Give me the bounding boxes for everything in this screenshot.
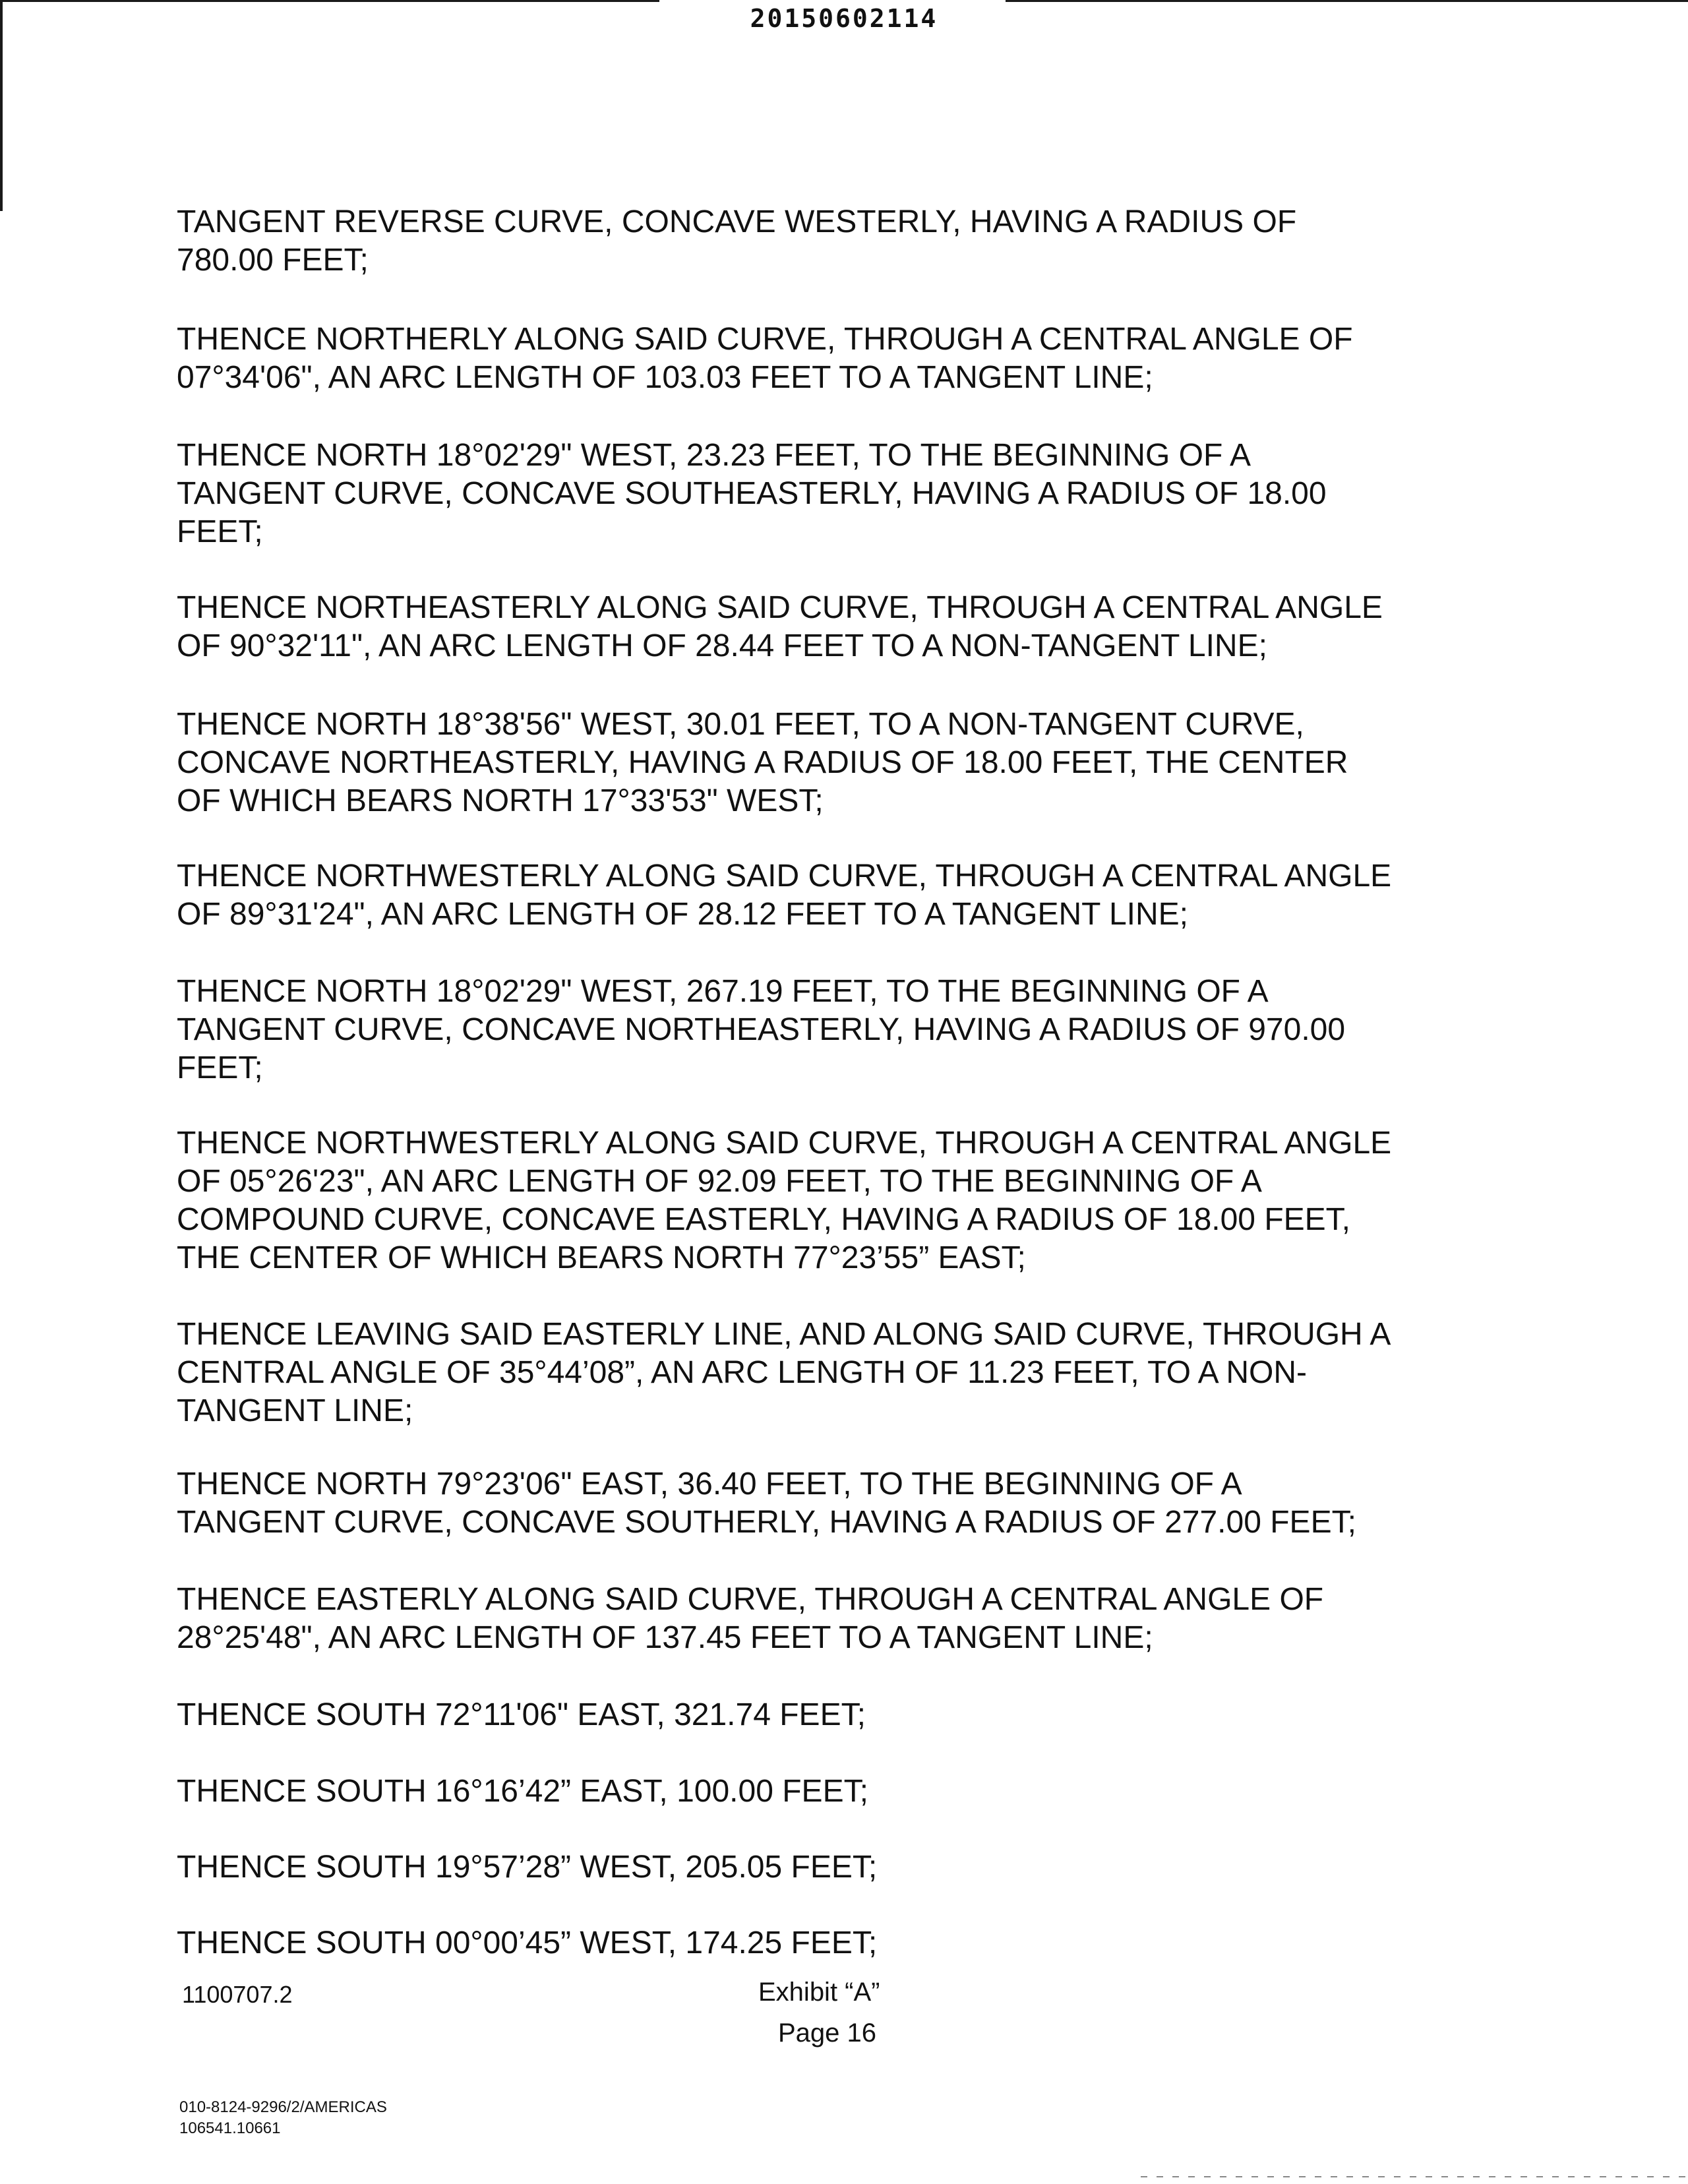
paragraph-11: THENCE EASTERLY ALONG SAID CURVE, THROUGH A CENTRAL ANGLE OF 28°25'48", AN ARC LENGTH OF 137.45 FEET TO A TANGENT LINE;: [177, 1582, 1324, 1655]
document-id: 1100707.2: [182, 1981, 293, 2008]
paragraph-15: THENCE SOUTH 00°00’45” WEST, 174.25 FEET;: [177, 1926, 878, 1960]
paragraph-1: TANGENT REVERSE CURVE, CONCAVE WESTERLY, HAVING A RADIUS OF 780.00 FEET;: [177, 204, 1297, 278]
footer-code-line-2: 106541.10661: [179, 2119, 281, 2137]
top-rule-left: [0, 0, 659, 2]
paragraph-13: THENCE SOUTH 16°16’42” EAST, 100.00 FEET;: [177, 1774, 868, 1809]
paragraph-6: THENCE NORTHWESTERLY ALONG SAID CURVE, THROUGH A CENTRAL ANGLE OF 89°31'24", AN ARC LENGTH OF 28.12 FEET TO A TANGENT LINE;: [177, 859, 1392, 932]
paragraph-9: THENCE LEAVING SAID EASTERLY LINE, AND ALONG SAID CURVE, THROUGH A CENTRAL ANGLE OF 35°44’08”, AN ARC LENGTH OF 11.23 FEET, TO A NON- TANGENT LINE;: [177, 1317, 1391, 1428]
paragraph-2: THENCE NORTHERLY ALONG SAID CURVE, THROUGH A CENTRAL ANGLE OF 07°34'06", AN ARC LENGTH OF 103.03 FEET TO A TANGENT LINE;: [177, 322, 1353, 395]
scan-bottom-noise: [1141, 2176, 1688, 2177]
page-number: Page 16: [778, 2018, 877, 2048]
paragraph-10: THENCE NORTH 79°23'06" EAST, 36.40 FEET, TO THE BEGINNING OF A TANGENT CURVE, CONCAVE SOUTHERLY, HAVING A RADIUS OF 277.00 FEET;: [177, 1467, 1356, 1540]
paragraph-3: THENCE NORTH 18°02'29" WEST, 23.23 FEET, TO THE BEGINNING OF A TANGENT CURVE, CONCAVE SOUTHEASTERLY, HAVING A RADIUS OF 18.00 FEET;: [177, 438, 1327, 549]
paragraph-4: THENCE NORTHEASTERLY ALONG SAID CURVE, THROUGH A CENTRAL ANGLE OF 90°32'11", AN ARC LENGTH OF 28.44 FEET TO A NON-TANGENT LINE;: [177, 590, 1383, 663]
paragraph-12: THENCE SOUTH 72°11'06" EAST, 321.74 FEET;: [177, 1697, 866, 1732]
paragraph-8: THENCE NORTHWESTERLY ALONG SAID CURVE, THROUGH A CENTRAL ANGLE OF 05°26'23", AN ARC LENGTH OF 92.09 FEET, TO THE BEGINNING OF A COMPOUND CURVE, CONCAVE EASTERLY, HAVING A RADIUS OF 18.00 FEET, THE CENTER OF WHICH BEARS NORTH 77°23’55” EAST;: [177, 1126, 1392, 1275]
top-rule-right: [1006, 0, 1688, 2]
paragraph-14: THENCE SOUTH 19°57’28” WEST, 205.05 FEET;: [177, 1850, 878, 1885]
paragraph-5: THENCE NORTH 18°38'56" WEST, 30.01 FEET, TO A NON-TANGENT CURVE, CONCAVE NORTHEASTERLY, HAVING A RADIUS OF 18.00 FEET, THE CENTER OF WHICH BEARS NORTH 17°33'53" WEST;: [177, 707, 1348, 818]
exhibit-label: Exhibit “A”: [758, 1978, 880, 2007]
exhibit-label-block: [758, 1972, 903, 2053]
footer-code-line-1: 010-8124-9296/2/AMERICAS: [179, 2098, 387, 2116]
paragraph-7: THENCE NORTH 18°02'29" WEST, 267.19 FEET, TO THE BEGINNING OF A TANGENT CURVE, CONCAVE NORTHEASTERLY, HAVING A RADIUS OF 970.00 FEET;: [177, 974, 1346, 1085]
document-number: 20150602114: [750, 4, 938, 33]
footer-code-block: [179, 2097, 387, 2139]
